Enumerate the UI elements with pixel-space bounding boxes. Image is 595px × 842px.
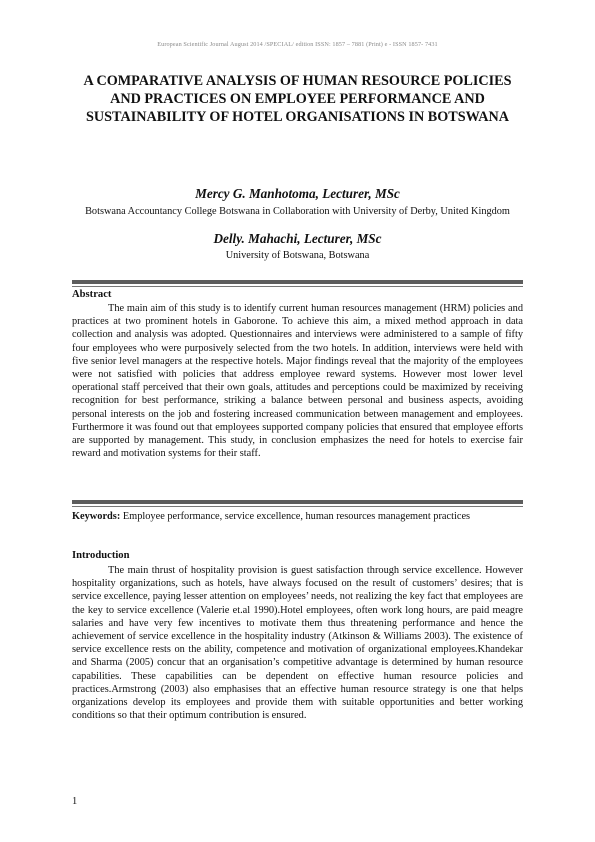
paper-title: A COMPARATIVE ANALYSIS OF HUMAN RESOURCE POLICIES AND PRACTICES ON EMPLOYEE PERFORMANCE AND SUSTAINABILITY OF HOTEL ORGANISATIONS IN BOTSWANA <box>83 73 512 125</box>
abstract-heading: Abstract <box>72 289 112 300</box>
introduction-text: The main thrust of hospitality provision is guest satisfaction through service excellence. However hospitality organizations, such as hotels, have always focused on the result of customers’ desires; that is service excellence, paying lesser attention on employees’ needs, not realizing the key fact that employees are the key to service excellence (Valerie et.al 1990).Hotel employees, often work long hours, are paid meagre salaries and have very few incentives to motivate them thus threatening performance and hence the achievement of service excellence in the hospitality industry (Atkinson & Williams 2003). The existence of service excellence rests on the ability, competence and motivation of organizational employees.Khandekar and Sharma (2005) concur that an organisation’s competitive advantage is determined by human resource capabilities. These capabilities can be dependent on effective human resource policies and practices.Armstrong (2003) also emphasises that an effective human resource strategy is one that helps organizations develop its employees and provide them with suitable opportunities and better working conditions so that their optimum contribution is ensured. <box>72 565 523 722</box>
author-affiliation-2: University of Botswana, Botswana <box>225 250 370 261</box>
author-name-2: Delly. Mahachi, Lecturer, MSc <box>213 231 382 246</box>
keywords-text: Employee performance, service excellence, human resources management practices <box>120 511 471 522</box>
introduction-heading: Introduction <box>72 550 130 561</box>
author-name-1: Mercy G. Manhotoma, Lecturer, MSc <box>195 186 400 201</box>
abstract-text: The main aim of this study is to identify current human resources management (HRM) policies and practices at two prominent hotels in Gaborone. To achieve this aim, a mixed method approach in data collection and analysis was adopted. Questionnaires and interviews were administered to a sample of fifty four employees who were purposively selected from the two hotels. In addition, interviews were held with five senior level managers at the respective hotels. Major findings reveal that the majority of the employees were not satisfied with policies that address employee reward systems. However most lower level operational staff perceived that their own goals, attitudes and perceptions could be maximized by receiving recognition for best performance, striking a balance between personal and business aspects, avoiding personal interests on the job and fostering increased communication between management and employees. Furthermore it was found out that employees supported company policies that ensured that employee efforts are supported by management. This study, in conclusion emphasizes the need for hotels to exercise fair reward and motivation systems for their staff. <box>72 303 523 460</box>
divider-rule <box>72 506 523 507</box>
author-affiliation-1: Botswana Accountancy College Botswana in Collaboration with University of Derby, United Kingdom <box>85 206 510 217</box>
running-header: European Scientific Journal August 2014 /SPECIAL/ edition ISSN: 1857 – 7881 (Print) e - ISSN 1857- 7431 <box>157 41 438 48</box>
divider-rule <box>72 286 523 287</box>
divider-rule <box>72 500 523 504</box>
page-number: 1 <box>72 796 78 807</box>
keywords-label: Keywords: <box>72 511 121 522</box>
divider-rule <box>72 280 523 284</box>
keywords-paragraph <box>72 510 523 523</box>
